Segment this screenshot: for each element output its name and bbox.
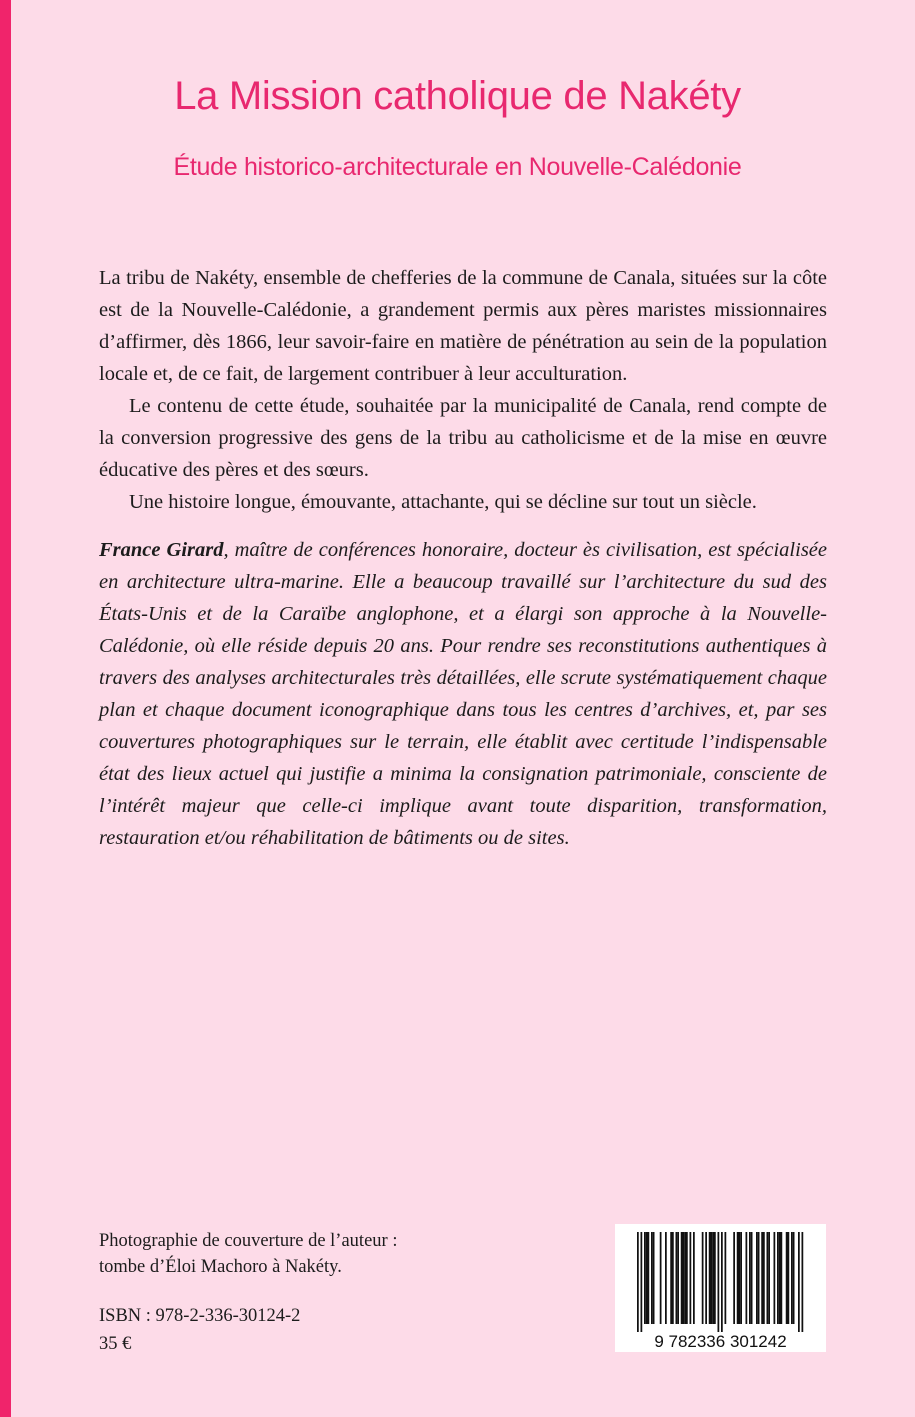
author-bio-text: , maître de conférences honoraire, docteur ès civilisation, est spécialisée en architecture ultra-marine. Elle a beaucoup travaillé sur l’architecture du sud des États-Unis et de la Caraïbe anglophone, et a élargi son approche à la Nouvelle-Calédonie, où elle réside depuis 20 ans. Pour rendre ses reconstitutions authentiques à travers des analyses architecturales très détaillées, elle scrute systématiquement chaque plan et chaque document iconographique dans tous les centres d’archives, et, par ses couvertures photographiques sur le terrain, elle établit avec certitude l’indispensable état des lieux actuel qui justifie a minima la consignation patrimoniale, consciente de l’intérêt majeur que celle-ci implique avant toute disparition, transformation, restauration et/ou réhabilitation de bâtiments ou de sites.	[99, 539, 827, 849]
barcode-bar	[683, 1232, 685, 1324]
barcode-bar	[733, 1232, 735, 1324]
barcode-bar	[725, 1232, 727, 1324]
barcode-bar	[651, 1232, 653, 1324]
barcode-bar	[714, 1232, 716, 1324]
barcode-bar	[791, 1232, 793, 1324]
barcode-bar	[739, 1232, 741, 1324]
author-name: France Girard	[99, 539, 224, 561]
barcode	[615, 1224, 826, 1352]
barcode-bar	[665, 1232, 667, 1324]
barcode-bar	[712, 1232, 714, 1324]
barcode-bar	[653, 1232, 655, 1324]
barcode-bar	[781, 1232, 783, 1324]
barcode-bar	[761, 1232, 763, 1324]
barcode-bar	[768, 1232, 770, 1324]
barcode-bar	[702, 1232, 704, 1324]
barcode-bar	[758, 1232, 760, 1324]
barcode-bar	[788, 1232, 790, 1324]
barcode-bar	[693, 1232, 695, 1324]
barcode-bar	[779, 1232, 781, 1324]
book-subtitle: Étude historico-architecturale en Nouvelle-Calédonie	[173, 153, 742, 181]
barcode-bar	[684, 1232, 686, 1324]
barcode-bar	[798, 1232, 800, 1332]
barcode-graphic	[615, 1224, 826, 1352]
barcode-digits: 9 782336 301242	[654, 1332, 787, 1351]
barcode-bar	[677, 1232, 679, 1324]
barcode-bar	[641, 1232, 643, 1332]
barcode-bar	[660, 1232, 662, 1324]
barcode-bar	[690, 1232, 692, 1324]
barcode-bar	[644, 1232, 646, 1324]
barcode-bar	[648, 1232, 650, 1324]
summary-paragraph-2: Le contenu de cette étude, souhaitée par la municipalité de Canala, rend compte de la conversion progressive des gens de la tribu au catholicisme et de la mise en œuvre éducative des pères et des sœurs.	[99, 395, 827, 481]
barcode-bar	[670, 1232, 672, 1324]
barcode-bar	[746, 1232, 748, 1324]
barcode-bar	[672, 1232, 674, 1324]
barcode-bar	[686, 1232, 688, 1324]
barcode-bar	[802, 1232, 804, 1332]
barcode-bar	[705, 1232, 707, 1324]
barcode-bar	[711, 1232, 713, 1324]
barcode-bar	[751, 1232, 753, 1324]
author-bio	[99, 534, 827, 854]
barcode-bar	[681, 1232, 683, 1324]
book-title: La Mission catholique de Nakéty	[174, 74, 741, 118]
photo-credit	[99, 1228, 519, 1280]
barcode-bar	[721, 1232, 723, 1332]
barcode-bar	[763, 1232, 765, 1324]
photo-credit-line-2: tombe d’Éloi Machoro à Nakéty.	[99, 1257, 342, 1277]
price: 35 €	[99, 1334, 132, 1354]
barcode-bar	[737, 1232, 739, 1324]
barcode-bar	[749, 1232, 751, 1324]
summary-section	[99, 262, 827, 518]
barcode-bar	[786, 1232, 788, 1324]
barcode-bar	[777, 1232, 779, 1324]
barcode-bar	[718, 1232, 720, 1332]
barcode-bar	[767, 1232, 769, 1324]
barcode-bar	[646, 1232, 648, 1324]
summary-paragraph-1: La tribu de Nakéty, ensemble de chefferies de la commune de Canala, situées sur la côte est de la Nouvelle-Calédonie, a grandement permis aux pères maristes missionnaires d’affirmer, dès 1866, leur savoir-faire en matière de pénétration au sein de la population locale et, de ce fait, de largement contribuer à leur acculturation.	[99, 267, 827, 385]
photo-credit-line-1: Photographie de couverture de l’auteur :	[99, 1231, 398, 1251]
barcode-bar	[709, 1232, 711, 1324]
barcode-bar	[676, 1232, 678, 1324]
summary-paragraph-3: Une histoire longue, émouvante, attachante, qui se décline sur tout un siècle.	[129, 491, 757, 513]
barcode-bar	[756, 1232, 758, 1324]
barcode-bar	[793, 1232, 795, 1324]
barcode-bar	[740, 1232, 742, 1324]
barcode-bar	[774, 1232, 776, 1324]
spine-bar	[0, 0, 11, 1417]
barcode-bar	[637, 1232, 639, 1332]
isbn: ISBN : 978-2-336-30124-2	[99, 1306, 301, 1326]
